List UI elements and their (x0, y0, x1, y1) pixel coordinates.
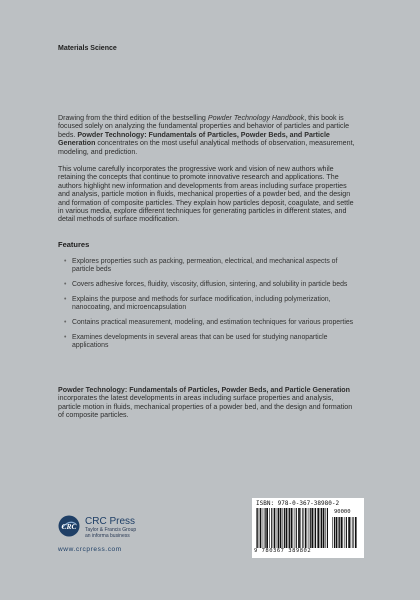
intro-pre: Drawing from the third edition of the bestselling (58, 114, 208, 122)
isbn-barcode (252, 498, 364, 558)
intro-paragraph (58, 114, 358, 156)
crc-logo-text: CRC (61, 522, 77, 531)
feature-item: • Examines developments in several areas that can be used for studying nanoparticle applications (64, 334, 354, 350)
publisher-block (85, 516, 136, 539)
feature-item: • Contains practical measurement, modeling, and estimation techniques for various properties (64, 319, 354, 327)
intro-book-title: Powder Technology: Fundamentals of Particles, Powder Beds, and Particle Generation (58, 130, 330, 148)
category-label: Materials Science (58, 45, 117, 52)
barcode-digits: 9 780367 389802 (254, 548, 312, 554)
intro-mid: , this book is focused solely on analyzing the fundamental properties and behavior of particles and particle beds. (58, 114, 350, 139)
handbook-title: Powder Technology Handbook (207, 114, 305, 122)
intro-post: concentrates on the most useful analytical methods of observation, measurement, modeling, and prediction. (58, 139, 355, 156)
publisher-website: www.crcpress.com (58, 546, 122, 553)
price-code: 90000 (334, 509, 351, 515)
isbn-label: ISBN: 978-0-367-38980-2 (256, 500, 340, 507)
publisher-name: CRC Press (85, 516, 136, 527)
barcode-bars (256, 508, 328, 548)
features-list (64, 258, 354, 357)
summary-book-title: Powder Technology: Fundamentals of Particles, Powder Beds, and Particle Generation (58, 386, 350, 394)
feature-item: • Explores properties such as packing, permeation, electrical, and mechanical aspects of particle beds (64, 258, 354, 274)
summary-paragraph (58, 386, 358, 420)
publisher-tagline: an informa business (85, 533, 130, 539)
summary-text: incorporates the latest developments in areas including surface properties and analysis, particle motion in fluids, mechanical properties of a powder bed, and the design and formation of composite particles. (58, 394, 353, 420)
volume-paragraph: This volume carefully incorporates the progressive work and vision of new authors while retaining the concepts that continue to promote innovative research and applications. The authors highlight new information and developments from areas including surface properties and analysis, particle motion in fluids, mechanical properties of a powder bed, and the design and formation of composite particles. They explain how particles deposit, coagulate, and settle in various media, explore different techniques for generating particles in different states, and detail methods of surface modification. (58, 165, 354, 224)
addon-barcode-bars (332, 517, 358, 548)
features-heading: Features (58, 240, 90, 249)
feature-item: • Explains the purpose and methods for surface modification, including polymerization, nanocoating, and microencapsulation (64, 296, 354, 312)
crc-logo-icon (58, 515, 80, 537)
publisher-group: Taylor & Francis Group (85, 527, 137, 533)
feature-item: • Covers adhesive forces, fluidity, viscosity, diffusion, sintering, and solubility in particle beds (64, 281, 354, 289)
